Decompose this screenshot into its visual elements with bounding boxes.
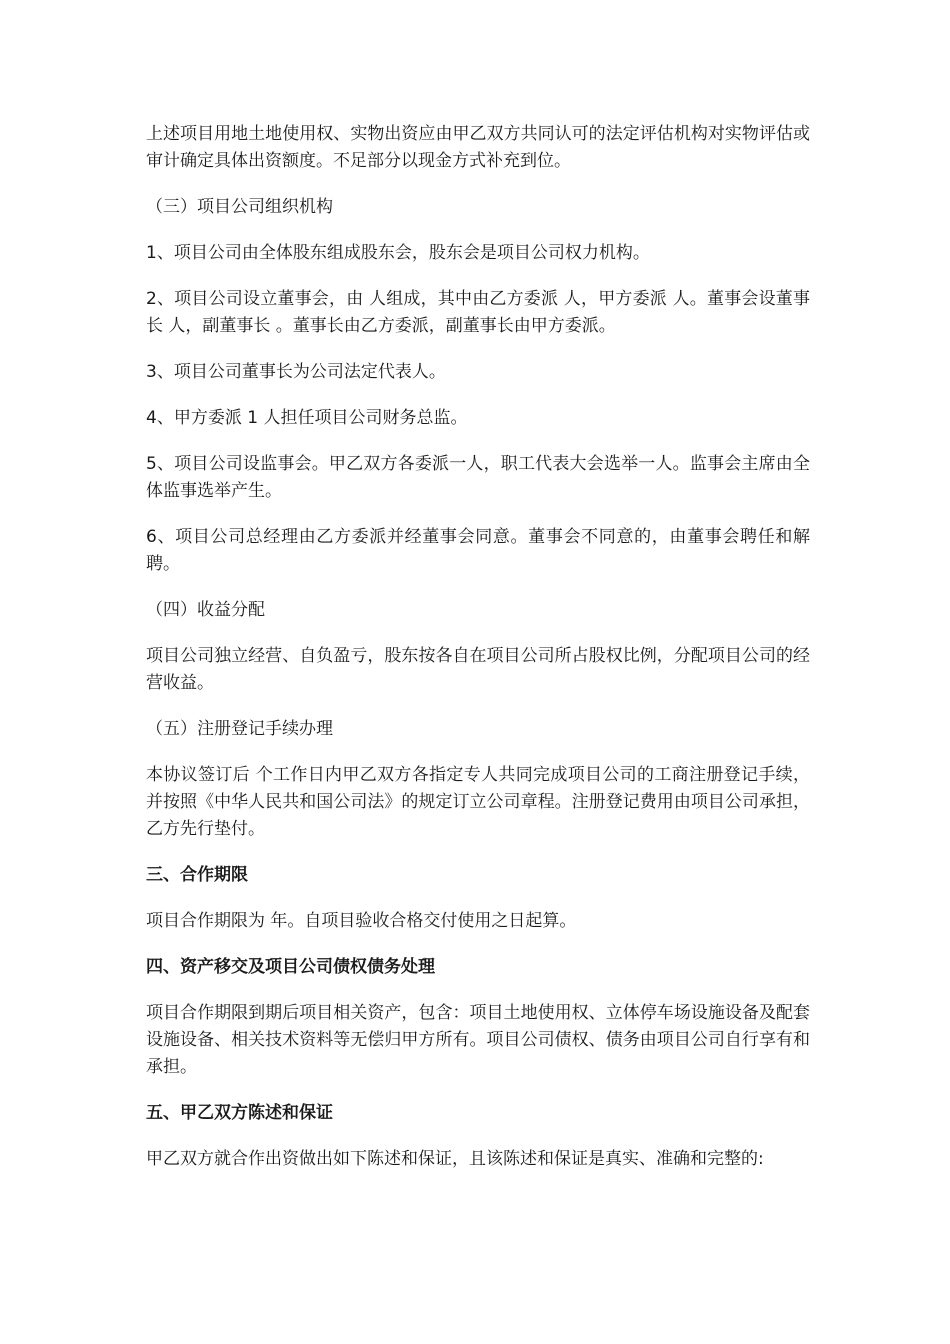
paragraph-item-4: 4、甲方委派 1 人担任项目公司财务总监。 — [146, 408, 468, 428]
heading-representations: 五、甲乙双方陈述和保证 — [146, 1103, 333, 1123]
paragraph-item-1: 1、项目公司由全体股东组成股东会，股东会是项目公司权力机构。 — [146, 243, 650, 263]
paragraph-profit-distribution: 项目公司独立经营、自负盈亏，股东按各自在项目公司所占股权比例，分配项目公司的经营收益。 — [146, 646, 810, 693]
paragraph-land-valuation: 上述项目用地土地使用权、实物出资应由甲乙双方共同认可的法定评估机构对实物评估或审计确定具体出资额度。不足部分以现金方式补充到位。 — [146, 124, 810, 171]
paragraph-representations: 甲乙双方就合作出资做出如下陈述和保证，且该陈述和保证是真实、准确和完整的: — [146, 1149, 764, 1169]
subheading-registration: （五）注册登记手续办理 — [146, 719, 333, 739]
paragraph-asset-transfer: 项目合作期限到期后项目相关资产，包含：项目土地使用权、立体停车场设施设备及配套设施设备、相关技术资料等无偿归甲方所有。项目公司债权、债务由项目公司自行享有和承担。 — [146, 1003, 810, 1077]
paragraph-item-2: 2、项目公司设立董事会，由 人组成，其中由乙方委派 人，甲方委派 人。董事会设董事长 人，副董事长 。董事长由乙方委派，副董事长由甲方委派。 — [146, 289, 810, 336]
heading-asset-transfer: 四、资产移交及项目公司债权债务处理 — [146, 957, 435, 977]
paragraph-item-5: 5、项目公司设监事会。甲乙双方各委派一人，职工代表大会选举一人。监事会主席由全体监事选举产生。 — [146, 454, 810, 501]
heading-cooperation-term: 三、合作期限 — [146, 865, 248, 885]
paragraph-registration: 本协议签订后 个工作日内甲乙双方各指定专人共同完成项目公司的工商注册登记手续，并按照《中华人民共和国公司法》的规定订立公司章程。注册登记费用由项目公司承担，乙方先行垫付。 — [146, 765, 810, 839]
paragraph-item-3: 3、项目公司董事长为公司法定代表人。 — [146, 362, 446, 382]
subheading-organization: （三）项目公司组织机构 — [146, 197, 333, 217]
paragraph-item-6: 6、项目公司总经理由乙方委派并经董事会同意。董事会不同意的，由董事会聘任和解聘。 — [146, 527, 810, 574]
document-page — [146, 121, 810, 1192]
subheading-profit-distribution: （四）收益分配 — [146, 600, 265, 620]
paragraph-cooperation-term: 项目合作期限为 年。自项目验收合格交付使用之日起算。 — [146, 911, 577, 931]
